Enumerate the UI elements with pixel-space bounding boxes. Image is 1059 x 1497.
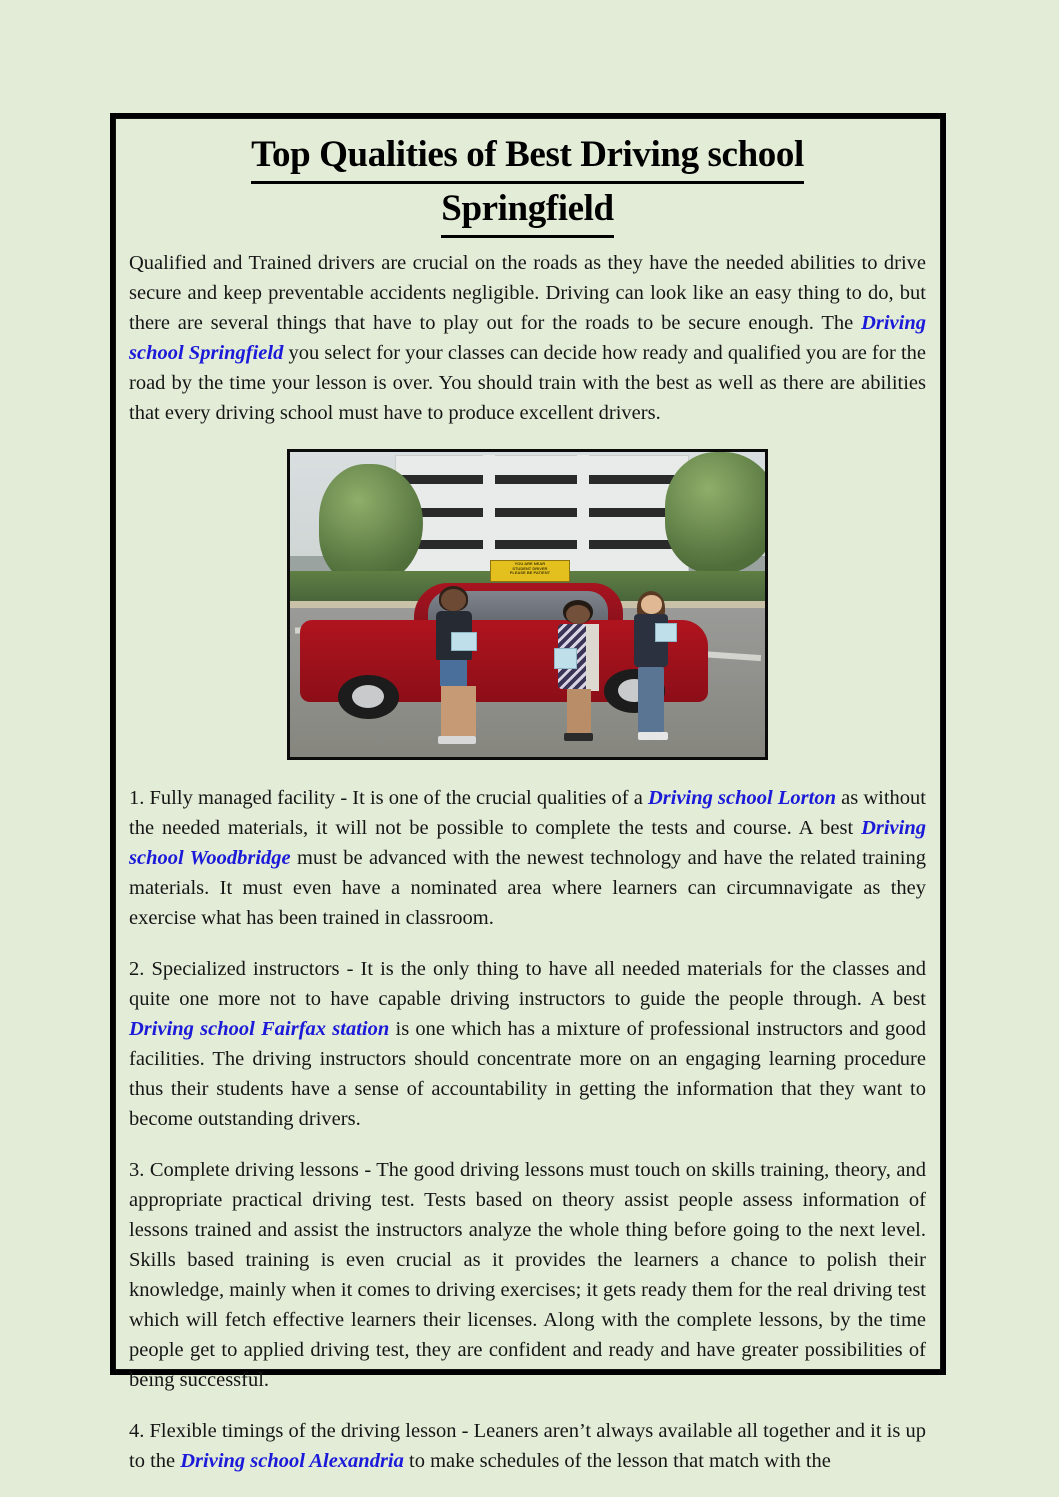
photo-student-center [551, 605, 603, 751]
intro-paragraph [126, 248, 929, 428]
photo-student-right [627, 595, 675, 751]
item-1-text-3: must be advanced with the newest technology and have the related training materials. It must even have a nominated area where learners can circumnavigate as they exercise what has been trained in classroom. [129, 847, 926, 929]
photo-car-wheel [338, 675, 400, 719]
intro-text-1: Qualified and Trained drivers are crucial on the roads as they have the needed abilities to drive secure and keep preventable accidents negligible. Driving can look like an easy thing to do, but there are several things that have to play out for the roads to be secure enough. The [129, 252, 926, 334]
roof-sign-line-1: YOU ARE NEAR [514, 561, 546, 567]
link-driving-school-lorton[interactable]: Driving school Lorton [647, 787, 836, 809]
link-driving-school-springfield[interactable]: Driving school Springfield [129, 312, 926, 364]
roof-sign-line-3: PLEASE BE PATIENT [509, 570, 551, 576]
item-1-text-1: 1. Fully managed facility - It is one of the crucial qualities of a [129, 787, 648, 809]
list-item-2 [126, 954, 929, 1134]
student-drivers-photo [287, 449, 768, 760]
item-3-text-1: 3. Complete driving lessons - The good driving lessons must touch on skills training, theory, and appropriate practical driving test. Tests based on theory assist people assess information of lessons trained and assist the instructors analyze the whole thing before going to the next level. Skills based training is even crucial as it provides the learners a chance to polish their knowledge, mainly when it comes to driving exercises; it gets ready them for the real driving test which will fetch effective learners their licenses. Along with the complete lessons, by the time people get to applied driving test, they are confident and ready and have greater possibilities of being successful. [129, 1159, 926, 1391]
page-title-line-1: Top Qualities of Best Driving school [251, 130, 804, 184]
list-item-1 [126, 783, 929, 933]
item-2-text-1: 2. Specialized instructors - It is the only thing to have all needed materials for the classes and quite one more not to have capable driving instructors to guide the people through. A best [129, 958, 926, 1010]
item-4-text-2: to make schedules of the lesson that match with the [403, 1450, 831, 1472]
document-body [126, 124, 929, 1476]
photo-tree-right [665, 452, 765, 574]
student-driver-roof-sign [490, 560, 571, 581]
photo-certificate [554, 648, 577, 669]
figure-container [126, 449, 929, 765]
photo-student-left [428, 589, 480, 754]
link-driving-school-fairfax-station[interactable]: Driving school Fairfax station [129, 1018, 390, 1040]
item-2-text-2: is one which has a mixture of professional instructors and good facilities. The driving instructors should concentrate more on an engaging learning procedure thus their students have a sense of accountability in getting the information that they want to become outstanding drivers. [129, 1018, 926, 1130]
photo-certificate [451, 632, 477, 650]
link-driving-school-woodbridge[interactable]: Driving school Woodbridge [129, 817, 926, 869]
intro-text-2: you select for your classes can decide how ready and qualified you are for the road by the time your lesson is over. You should train with the best as well as there are abilities that every driving school must have to produce excellent drivers. [129, 342, 926, 424]
page-title [126, 130, 929, 238]
item-1-text-2: as without the needed materials, it will not be possible to complete the tests and course. A best [129, 787, 927, 839]
photo-inner [290, 452, 765, 757]
document-frame [110, 113, 946, 1472]
list-item-4 [126, 1416, 929, 1476]
item-4-text-1: 4. Flexible timings of the driving lesson - Leaners aren’t always available all together and it is up to the [129, 1420, 926, 1472]
list-item-3 [126, 1155, 929, 1395]
link-driving-school-alexandria[interactable]: Driving school Alexandria [180, 1450, 404, 1472]
page-title-line-2: Springfield [441, 184, 613, 238]
photo-certificate [655, 623, 677, 642]
roof-sign-line-2: STUDENT DRIVER [512, 565, 548, 571]
